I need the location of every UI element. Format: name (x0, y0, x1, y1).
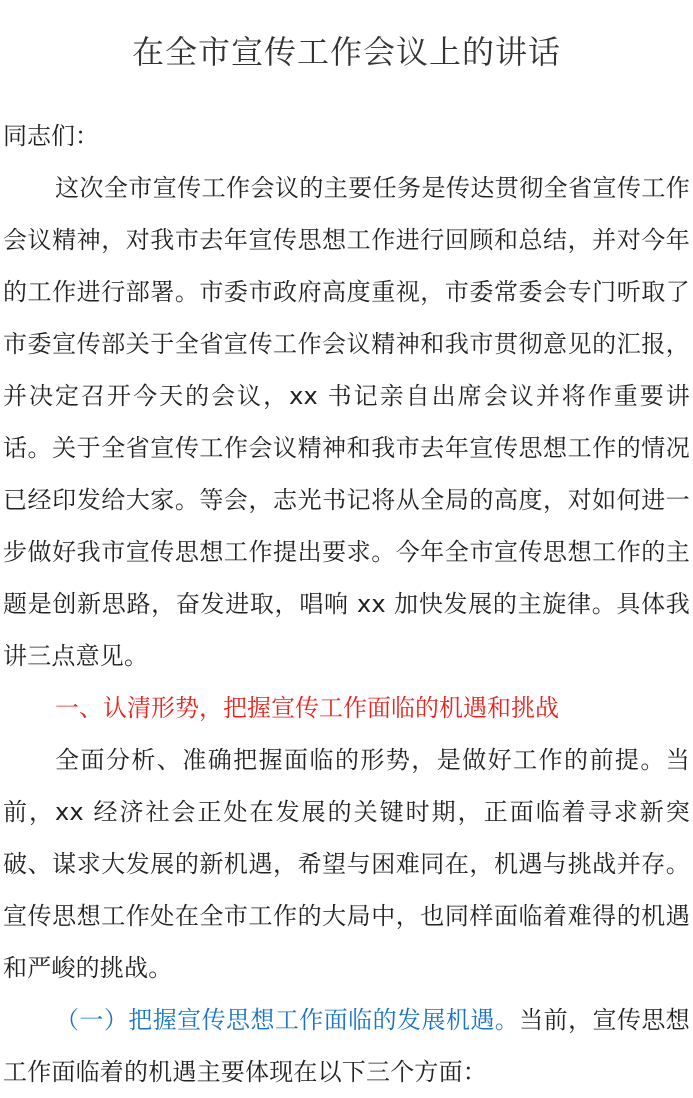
greeting: 同志们： (3, 122, 99, 150)
paragraph-situation: 全面分析、准确把握面临的形势，是做好工作的前提。当前，xx 经济社会正处在发展的关键时期，正面临着寻求新突破、谋求大发展的新机遇，希望与困难同在，机遇与挑战并存。宣传思想工作处在全市工作的大局中，也同样面临着难得的机遇和严峻的挑战。 (3, 746, 690, 982)
subsection-heading-1: （一）把握宣传思想工作面临的发展机遇。 (55, 1006, 520, 1034)
document-title: 在全市宣传工作会议上的讲话 (131, 33, 561, 71)
paragraph-opportunities (3, 994, 690, 1098)
paragraph-opportunities-text: 当前，宣传思想工作面临着的机遇主要体现在以下三个方面： (3, 1006, 690, 1086)
section-heading-1: 一、认清形势，把握宣传工作面临的机遇和挑战 (55, 694, 559, 722)
paragraph-intro: 这次全市宣传工作会议的主要任务是传达贯彻全省宣传工作会议精神，对我市去年宣传思想工作进行回顾和总结，并对今年的工作进行部署。市委市政府高度重视，市委常委会专门听取了市委宣传部关于全省宣传工作会议精神和我市贯彻意见的汇报，并决定召开今天的会议，xx 书记亲自出席会议并将作重要讲话。关于全省宣传工作会议精神和我市去年宣传思想工作的情况已经印发给大家。等会，志光书记将从全局的高度，对如何进一步做好我市宣传思想工作提出要求。今年全市宣传思想工作的主题是创新思路，奋发进取，唱响 xx 加快发展的主旋律。具体我讲三点意见。 (3, 174, 690, 670)
